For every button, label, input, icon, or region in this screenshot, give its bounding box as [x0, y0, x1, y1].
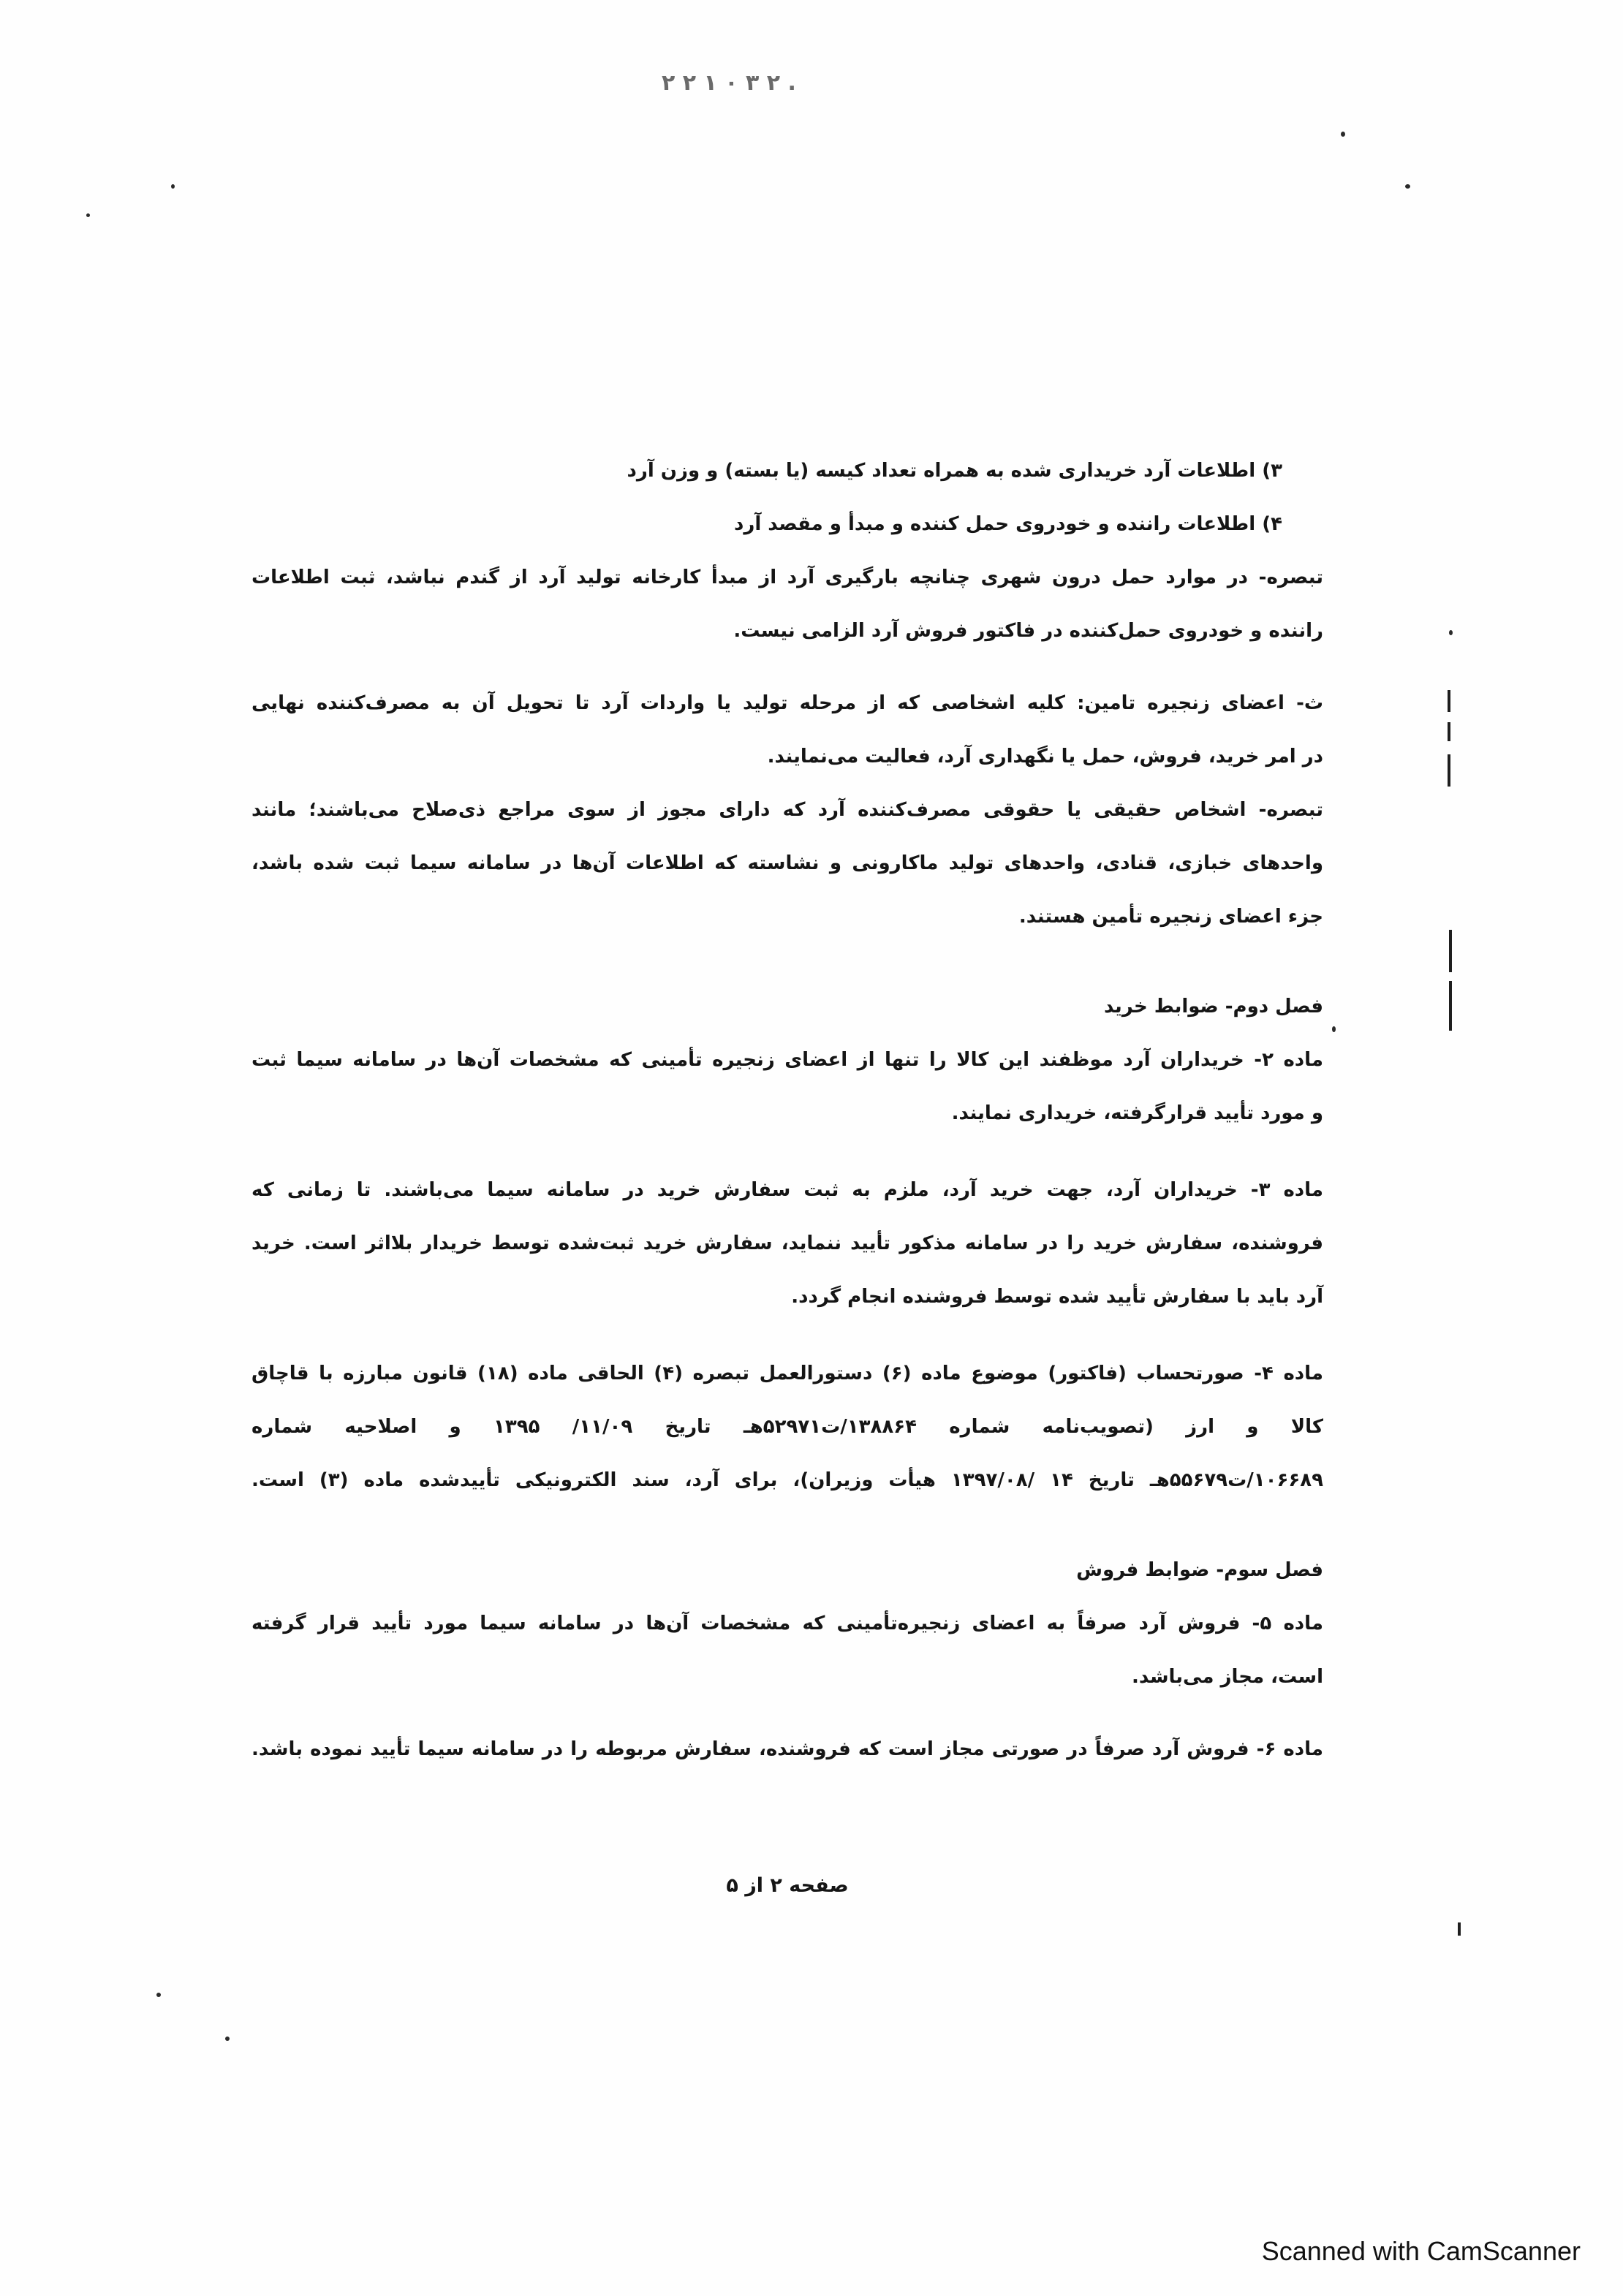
invoice-note-line: راننده و خودروی حمل‌کننده در فاکتور فروش آرد الزامی نیست.: [733, 620, 1323, 642]
scan-mark: [1448, 690, 1450, 712]
article-3-line: آرد باید با سفارش تأیید شده توسط فروشنده انجام گردد.: [791, 1286, 1323, 1308]
document-body: [251, 444, 1323, 1776]
invoice-item-3: ۳) اطلاعات آرد خریداری شده به همراه تعداد کیسه (یا بسته) و وزن آرد: [627, 460, 1282, 482]
article-6-line: ماده ۶- فروش آرد صرفاً در صورتی مجاز است که فروشنده، سفارش مربوطه را در سامانه سیما تأیید نموده باشد.: [251, 1738, 1323, 1760]
scan-speck: [1341, 132, 1345, 137]
article-2-line: و مورد تأیید قرارگرفته، خریداری نمایند.: [951, 1102, 1323, 1124]
article-4-line: کالا و ارز (تصویب‌نامه شماره ۱۳۸۸۶۴/ت۵۲۹۷۱هـ تاریخ ۱۱/۰۹/ ۱۳۹۵ و اصلاحیه شماره: [251, 1416, 1324, 1438]
supply-chain-note-line: تبصره- اشخاص حقیقی یا حقوقی مصرف‌کننده آرد که دارای مجوز از سوی مراجع ذی‌صلاح می‌باشند؛ مانند: [251, 799, 1323, 821]
scan-mark: [1448, 722, 1450, 741]
chapter-3-title: فصل سوم- ضوابط فروش: [1076, 1559, 1323, 1581]
article-5-line: است، مجاز می‌باشد.: [1132, 1666, 1323, 1688]
supply-chain-definition-line: ث- اعضای زنجیره تامین: کلیه اشخاصی که از مرحله تولید یا واردات آرد تا تحویل آن به مصرف‌کننده نهایی: [251, 692, 1323, 714]
scan-speck: [1332, 1026, 1336, 1032]
invoice-item-4: ۴) اطلاعات راننده و خودروی حمل کننده و مبدأ و مقصد آرد: [734, 513, 1282, 535]
supply-chain-note-line: واحدهای خبازی، قنادی، واحدهای تولید ماکارونی و نشاسته که اطلاعات آن‌ها در سامانه سیما ثبت شده باشد،: [251, 852, 1323, 874]
article-4-line: ۱۰۶۶۸۹/ت۵۵۶۷۹هـ تاریخ ۱۴ /۱۳۹۷/۰۸ هیأت وزیران)، برای آرد، سند الکترونیکی تأییدشده ماده (۳) است.: [251, 1469, 1323, 1491]
article-4-line: ماده ۴- صورتحساب (فاکتور) موضوع ماده (۶) دستورالعمل تبصره (۴) الحاقی ماده (۱۸) قانون مبارزه با قاچاق: [251, 1363, 1323, 1384]
scan-mark: [1458, 1922, 1461, 1936]
supply-chain-note-line: جزء اعضای زنجیره تأمین هستند.: [1018, 906, 1323, 928]
page-number: صفحه ۲ از ۵: [726, 1874, 849, 1897]
invoice-note-line: تبصره- در موارد حمل درون شهری چنانچه بارگیری آرد از مبدأ کارخانه تولید آرد از گندم نباشد، ثبت اطلاعات: [251, 567, 1323, 588]
header-code: ۲ ۲ ۱ ۰ ۳ ۲ .: [662, 70, 796, 96]
article-3-line: فروشنده، سفارش خرید را در سامانه مذکور تأیید ننماید، سفارش خرید ثبت‌شده توسط خریدار بلااثر است. خرید: [251, 1232, 1323, 1254]
scan-mark: [1448, 754, 1450, 787]
scan-mark: [1449, 930, 1452, 972]
supply-chain-definition-line: در امر خرید، فروش، حمل یا نگهداری آرد، فعالیت می‌نمایند.: [767, 746, 1323, 768]
article-2-line: ماده ۲- خریداران آرد موظفند این کالا را تنها از اعضای زنجیره تأمینی که مشخصات آن‌ها در سامانه سیما ثبت: [251, 1049, 1324, 1071]
article-3-line: ماده ۳- خریداران آرد، جهت خرید آرد، ملزم به ثبت سفارش خرید در سامانه سیما می‌باشند. تا زمانی که: [251, 1179, 1323, 1201]
scan-mark: [1449, 981, 1452, 1031]
scan-speck: [1405, 184, 1410, 189]
scan-speck: [171, 184, 175, 189]
scan-speck: [86, 213, 90, 217]
scan-speck: [225, 2037, 230, 2041]
article-5-line: ماده ۵- فروش آرد صرفاً به اعضای زنجیره‌تأمینی که مشخصات آن‌ها در سامانه سیما مورد تأیید قرار گرفته: [251, 1613, 1324, 1634]
camscanner-watermark: Scanned with CamScanner: [1261, 2236, 1581, 2266]
scan-speck: [1449, 630, 1453, 635]
chapter-2-title: فصل دوم- ضوابط خرید: [1104, 996, 1323, 1018]
scan-speck: [156, 1993, 161, 1997]
